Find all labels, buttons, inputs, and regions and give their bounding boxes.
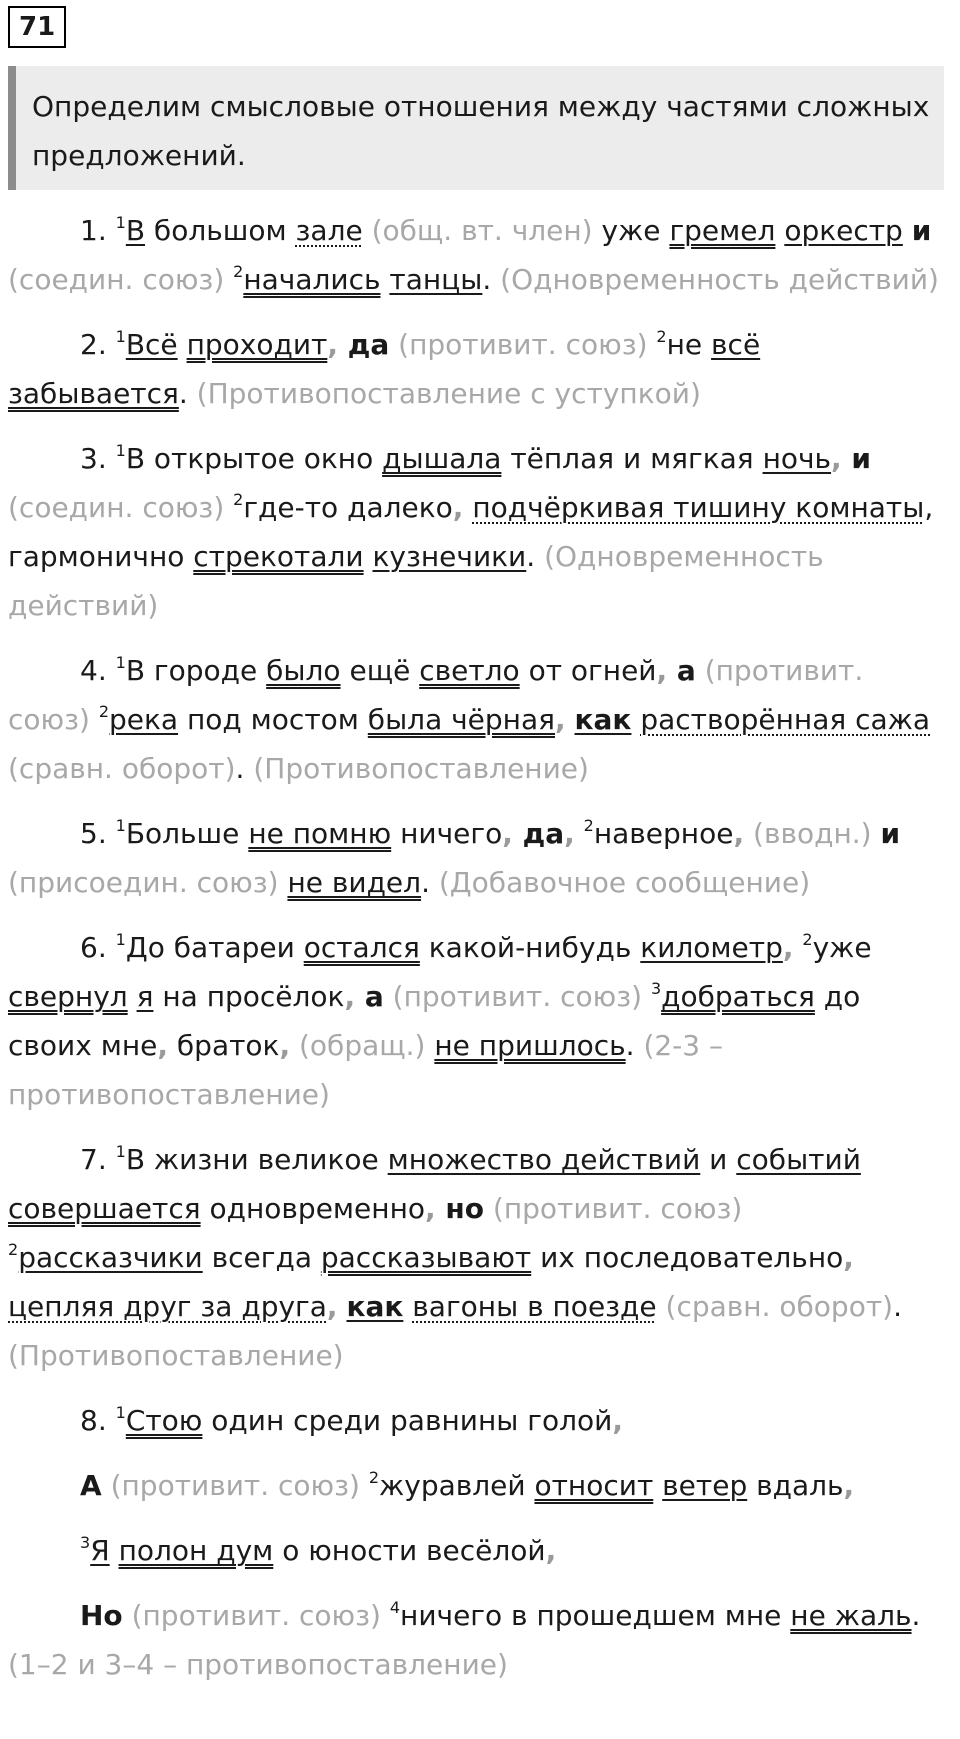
text-fragment: .	[526, 540, 545, 573]
adverbial: вагоны в поезде	[412, 1290, 657, 1323]
text-fragment	[178, 328, 187, 361]
clause-marker: 2	[583, 816, 594, 835]
text-fragment: о юности весёлой	[273, 1534, 546, 1567]
clause-marker: 2	[656, 327, 667, 346]
punctuation: ,	[843, 1241, 854, 1274]
text-fragment: ещё	[340, 654, 420, 687]
annotation: (присоедин. союз)	[8, 866, 288, 899]
text-fragment: В городе	[125, 654, 267, 687]
subject: река	[109, 703, 179, 736]
subject: множество действий	[387, 1143, 701, 1176]
sentence-7	[8, 1135, 944, 1380]
conjunction: А	[80, 1469, 102, 1502]
text-fragment	[631, 703, 640, 736]
predicate: стрекотали	[193, 540, 364, 573]
text-fragment	[363, 214, 372, 247]
text-fragment: ничего	[391, 817, 503, 850]
text-fragment: какой-нибудь	[419, 931, 641, 964]
predicate: Стою	[125, 1404, 203, 1437]
predicate: не жаль	[790, 1599, 912, 1632]
predicate: дышала	[382, 442, 502, 475]
text-fragment	[128, 980, 137, 1013]
subject: В	[125, 214, 146, 247]
text-fragment	[463, 491, 472, 524]
punctuation: ,	[279, 1029, 291, 1062]
punctuation: ,	[554, 703, 566, 736]
conjunction: и	[841, 442, 872, 475]
punctuation: ,	[564, 817, 575, 850]
text-fragment: .	[625, 1029, 644, 1062]
clause-marker: 1	[115, 816, 126, 835]
subject: ночь	[762, 442, 832, 475]
adverbial: растворённая сажа	[640, 703, 931, 736]
clause-marker: 1	[115, 441, 126, 460]
text-fragment: одновременно	[200, 1192, 426, 1225]
subject: километр	[640, 931, 783, 964]
text-fragment: один среди равнины голой	[202, 1404, 613, 1437]
text-fragment: где-то далеко	[243, 491, 453, 524]
punctuation: ,	[782, 931, 794, 964]
text-fragment: ничего в прошедшем мне	[400, 1599, 791, 1632]
annotation: (1–2 и 3–4 – противопоставление)	[8, 1648, 508, 1681]
punctuation: ,	[733, 817, 745, 850]
clause-marker: 1	[115, 1142, 126, 1161]
conjunction: да	[512, 817, 565, 850]
clause-marker: 2	[233, 262, 244, 281]
annotation: (противит. союз)	[484, 1192, 743, 1225]
clause-marker: 2	[8, 1240, 19, 1259]
text-fragment: 1.	[80, 214, 107, 247]
text-fragment: 3.	[80, 442, 107, 475]
predicate: добраться	[661, 980, 815, 1013]
conjunction: как	[346, 1290, 404, 1323]
punctuation: ,	[452, 491, 464, 524]
sentence-2	[8, 320, 944, 418]
subject: я	[136, 980, 154, 1013]
text-fragment	[364, 540, 373, 573]
text-fragment: .	[421, 866, 439, 899]
annotation: (сравн. оборот)	[8, 752, 236, 785]
annotation: (противит. союз)	[383, 980, 651, 1013]
clause-marker: 3	[80, 1533, 91, 1552]
annotation: (вводн.)	[744, 817, 881, 850]
predicate: полон дум	[118, 1534, 274, 1567]
text-fragment: 6.	[80, 931, 107, 964]
conjunction: и	[880, 817, 901, 850]
clause-marker: 2	[233, 490, 244, 509]
punctuation: ,	[425, 1192, 436, 1225]
subject: ветер	[662, 1469, 748, 1502]
clause-marker: 2	[98, 702, 109, 721]
punctuation: ,	[656, 654, 668, 687]
text-fragment	[775, 214, 784, 247]
punctuation: ,	[831, 442, 842, 475]
text-fragment: В жизни великое	[125, 1143, 388, 1176]
punctuation: ,	[344, 980, 356, 1013]
text-fragment: на просёлок	[153, 980, 345, 1013]
subject: всё	[711, 328, 761, 361]
text-fragment: от огней	[519, 654, 657, 687]
subject: событий	[736, 1143, 861, 1176]
subject: оркестр	[784, 214, 903, 247]
clause-marker: 4	[389, 1598, 401, 1617]
punctuation: ,	[327, 328, 338, 361]
sentence-4	[8, 646, 944, 793]
task-number: 71	[8, 6, 66, 48]
sentence-6	[8, 923, 944, 1119]
annotation: (Противопоставление с уступкой)	[196, 377, 701, 410]
predicate: была чёрная	[367, 703, 555, 736]
annotation: (сравн. оборот)	[656, 1290, 894, 1323]
text-fragment: наверное	[593, 817, 734, 850]
predicate: не пришлось	[434, 1029, 626, 1062]
clause-marker: 2	[368, 1468, 380, 1487]
sentence-8-line-4	[8, 1591, 944, 1689]
text-fragment: 5.	[80, 817, 107, 850]
annotation: (соедин. союз)	[8, 263, 234, 296]
annotation: (Противопоставление)	[8, 1339, 344, 1372]
sentence-1	[8, 206, 944, 304]
predicate: свернул	[8, 980, 128, 1013]
text-fragment: До батареи	[125, 931, 304, 964]
text-fragment: Больше	[125, 817, 249, 850]
annotation: (Добавочное сообщение)	[438, 866, 811, 899]
text-fragment: 4.	[80, 654, 107, 687]
predicate: светло	[419, 654, 520, 687]
annotation: (противит. союз)	[389, 328, 657, 361]
sentence-3	[8, 434, 944, 630]
predicate: не помню	[248, 817, 392, 850]
punctuation: ,	[545, 1534, 557, 1567]
text-fragment: 7.	[80, 1143, 107, 1176]
conjunction: как	[574, 703, 632, 736]
clause-marker: 1	[115, 653, 126, 672]
text-fragment: не	[666, 328, 712, 361]
instruction-text: Определим смысловые отношения между частями сложных предложений.	[32, 90, 930, 172]
clause-marker: 1	[115, 327, 126, 346]
text-fragment: и	[700, 1143, 737, 1176]
sentence-8-line-1	[8, 1396, 944, 1445]
subject: рассказчики	[18, 1241, 203, 1274]
conjunction: но	[435, 1192, 485, 1225]
sentence-8-line-3	[8, 1526, 944, 1575]
punctuation: ,	[502, 817, 513, 850]
punctuation: ,	[326, 1290, 338, 1323]
exercise-content	[8, 206, 944, 1705]
clause-marker: 2	[802, 930, 813, 949]
annotation: (общ. вт. член)	[371, 214, 593, 247]
punctuation: ,	[843, 1469, 855, 1502]
punctuation: ,	[612, 1404, 623, 1437]
text-fragment	[566, 703, 575, 736]
annotation: (обращ.)	[290, 1029, 435, 1062]
predicate: гремел	[669, 214, 776, 247]
subject: Всё	[125, 328, 178, 361]
annotation: (соедин. союз)	[8, 491, 234, 524]
sentence-5	[8, 809, 944, 907]
conjunction: а	[667, 654, 696, 687]
text-fragment: под мостом	[178, 703, 368, 736]
predicate: забывается	[8, 377, 179, 410]
text-fragment: .	[893, 1290, 902, 1323]
text-fragment: всегда	[202, 1241, 321, 1274]
subject: Я	[90, 1534, 110, 1567]
annotation: (противит. союз)	[122, 1599, 390, 1632]
text-fragment: большом	[145, 214, 296, 247]
text-fragment: .	[911, 1599, 921, 1632]
text-fragment: вдаль	[747, 1469, 844, 1502]
text-fragment: 2.	[80, 328, 107, 361]
annotation: (2-3 – противопоставление)	[8, 1029, 723, 1111]
adverbial: зале	[295, 214, 363, 247]
text-fragment	[403, 1290, 412, 1323]
annotation: (Одновременность действий)	[500, 263, 939, 296]
subject: танцы	[389, 263, 483, 296]
conjunction: да	[337, 328, 390, 361]
text-fragment: 8.	[80, 1404, 107, 1437]
predicate: совершается	[8, 1192, 201, 1225]
annotation: (противит. союз)	[8, 654, 864, 736]
instruction-note	[8, 66, 944, 190]
annotation: (Противопоставление)	[253, 752, 589, 785]
text-fragment: , гармонично	[8, 491, 934, 573]
clause-marker: 1	[115, 213, 126, 232]
punctuation: ,	[157, 1029, 168, 1062]
clause-marker: 1	[115, 1403, 126, 1422]
conjunction: и	[911, 214, 932, 247]
sentence-8-line-2	[8, 1461, 944, 1510]
predicate: начались	[243, 263, 381, 296]
adverbial: подчёркивая тишину комнаты	[472, 491, 925, 524]
predicate: остался	[303, 931, 420, 964]
predicate: было	[266, 654, 341, 687]
text-fragment: журавлей	[379, 1469, 535, 1502]
subject: кузнечики	[372, 540, 527, 573]
text-fragment: В открытое окно	[125, 442, 383, 475]
text-fragment	[653, 1469, 662, 1502]
predicate: относит	[534, 1469, 654, 1502]
predicate: рассказывают	[320, 1241, 532, 1274]
clause-marker: 1	[115, 930, 126, 949]
text-fragment: .	[235, 752, 254, 785]
text-fragment	[110, 1534, 119, 1567]
annotation: (противит. союз)	[101, 1469, 369, 1502]
text-fragment: уже	[592, 214, 670, 247]
annotation: (Одновременность действий)	[8, 540, 824, 622]
text-fragment: браток	[168, 1029, 280, 1062]
text-fragment: до своих мне	[8, 980, 861, 1062]
text-fragment: их последовательно	[531, 1241, 844, 1274]
text-fragment: тёплая и мягкая	[501, 442, 763, 475]
adverbial: цепляя друг за друга	[8, 1290, 327, 1323]
conjunction: Но	[80, 1599, 123, 1632]
text-fragment: .	[482, 263, 501, 296]
text-fragment: уже	[812, 931, 872, 964]
text-fragment: .	[178, 377, 197, 410]
predicate: проходит	[186, 328, 328, 361]
clause-marker: 3	[650, 979, 662, 998]
conjunction: а	[355, 980, 384, 1013]
predicate: не видел	[287, 866, 422, 899]
